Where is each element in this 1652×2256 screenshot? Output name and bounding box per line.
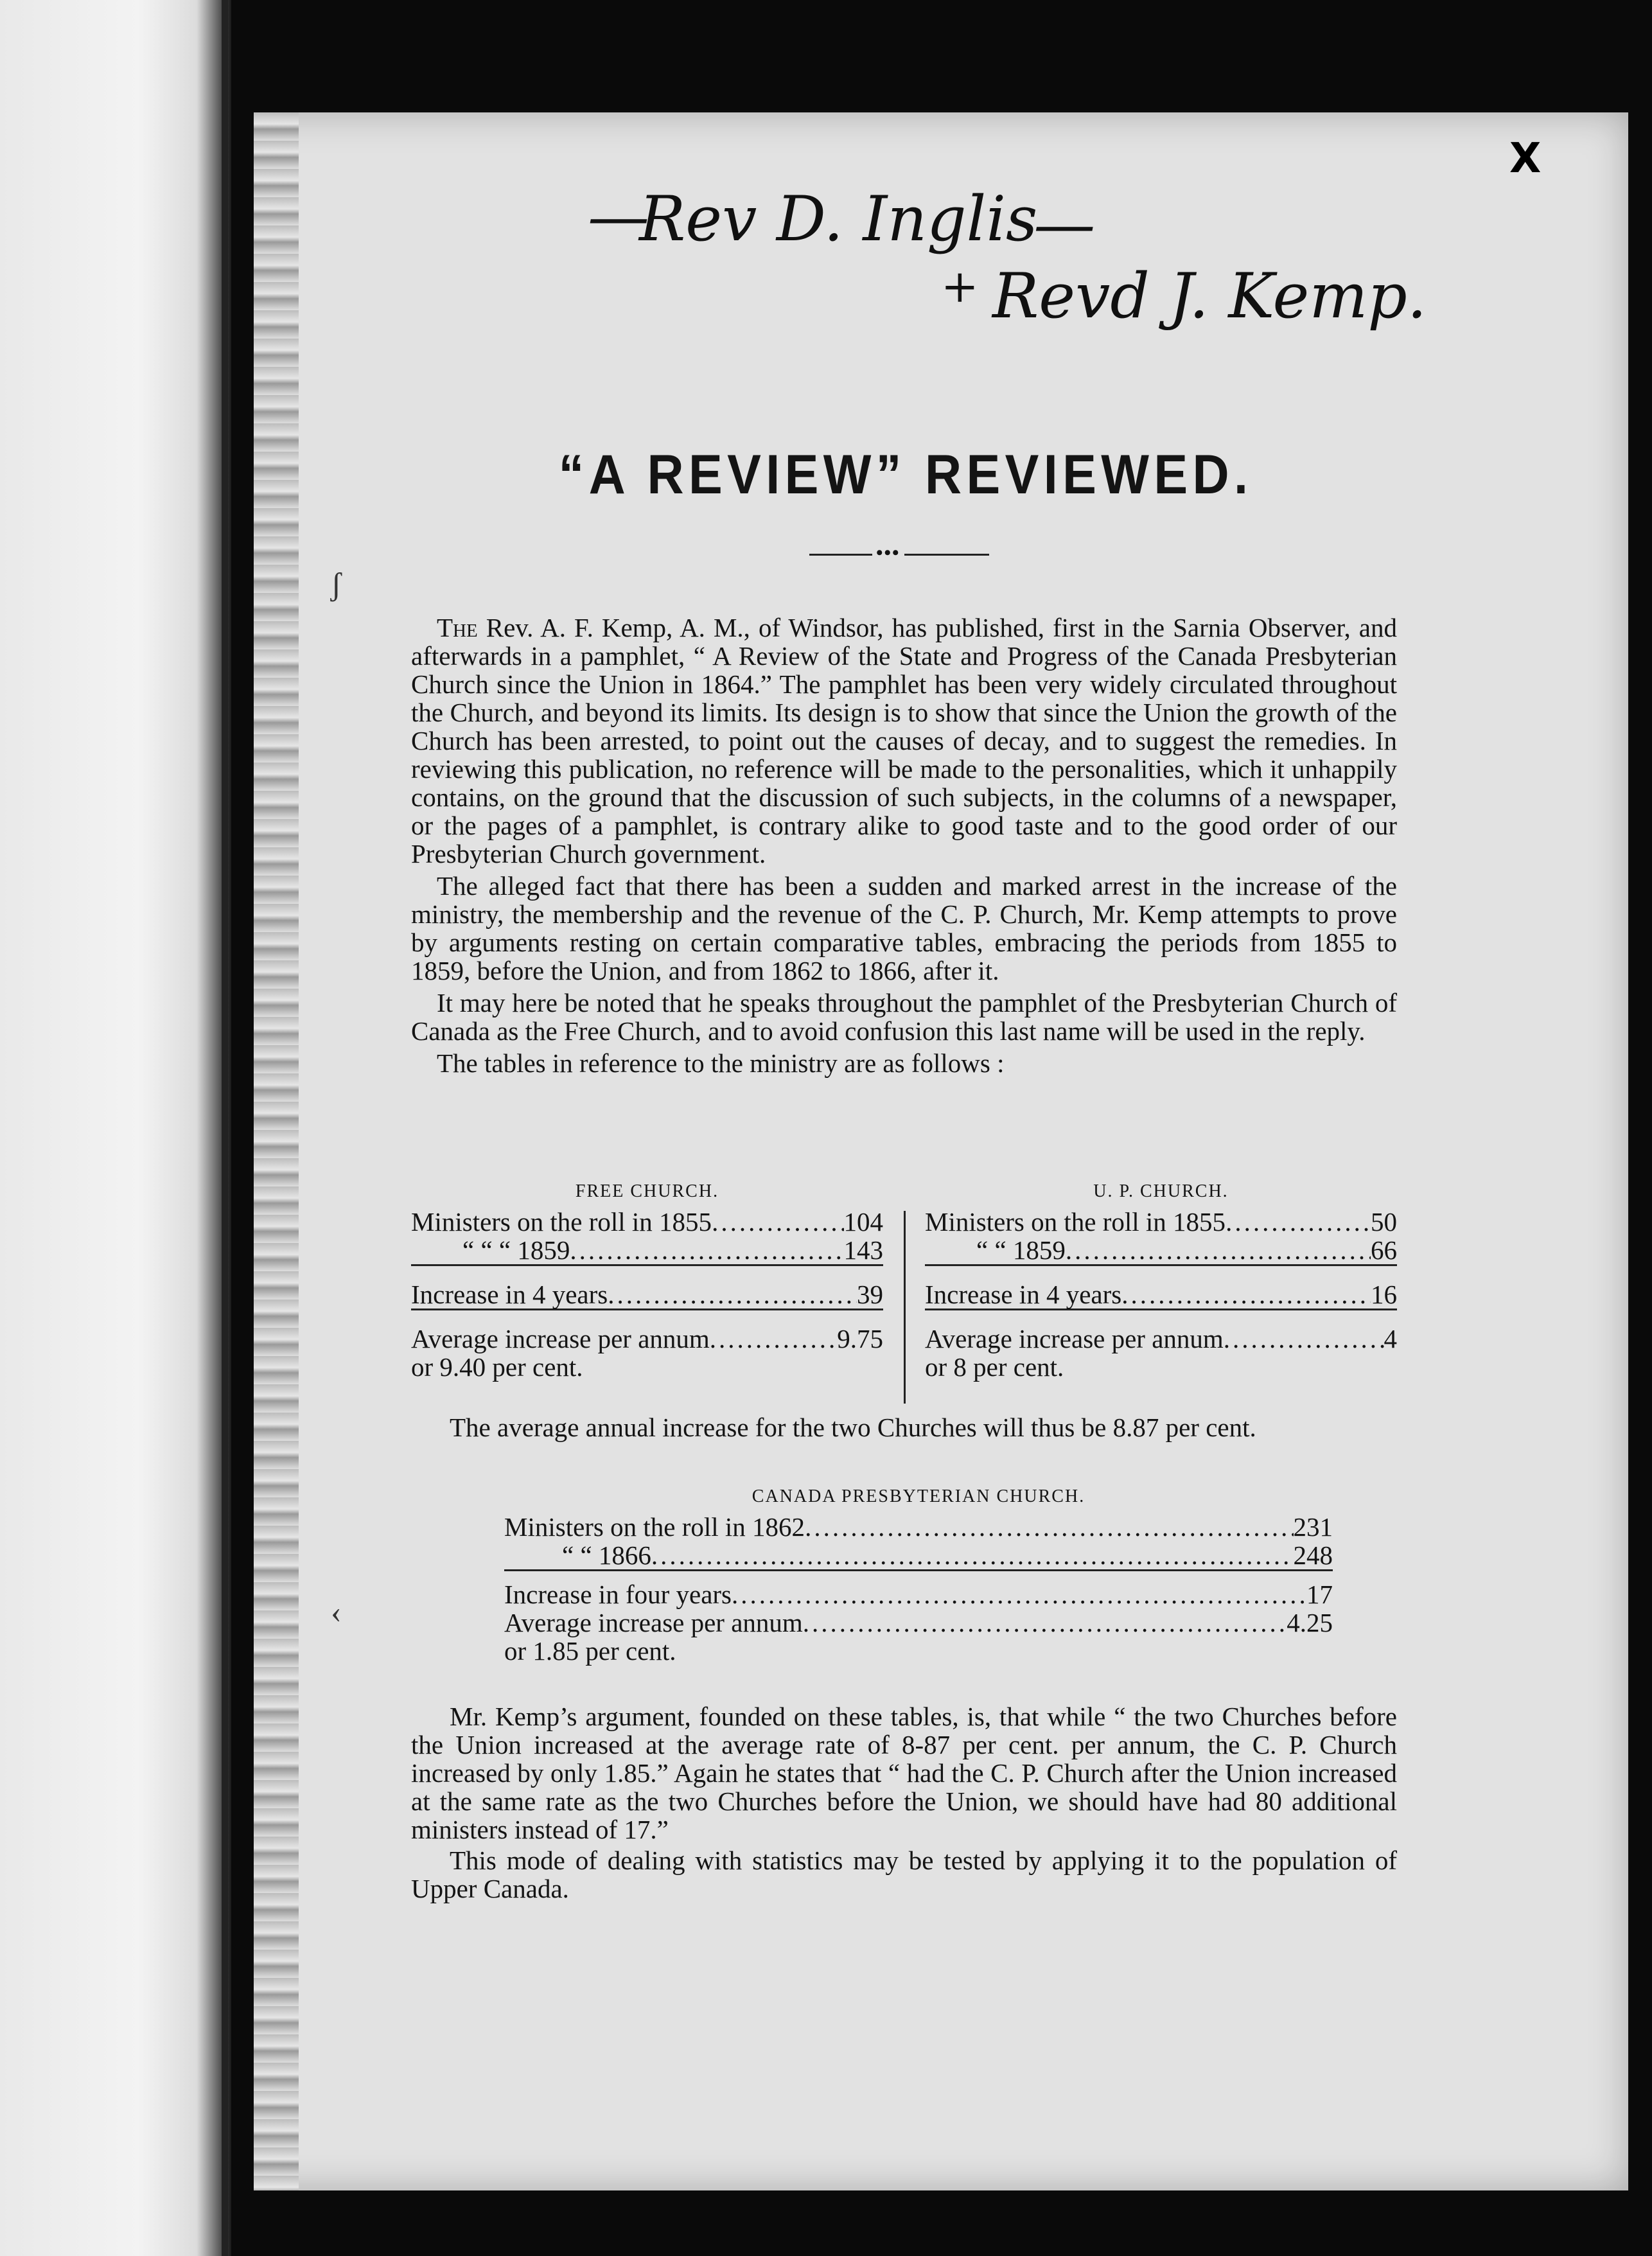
column-divider [904,1211,906,1404]
table-heading: U. P. CHURCH. [1093,1181,1229,1201]
paragraph-text: Rev. A. F. Kemp, A. M., of Windsor, has published, first in the Sarnia Observer, and afterwards in a pamphlet, “ A Review of the State and Progress of the Canada Presbyterian Church since the Union in 1864.” The pamphlet has been very widely circulated throughout the Church, and beyond its limits. Its design is to show that since the Union the growth of the Church has been arrested, to point out the causes of decay, and to suggest the remedies. In reviewing this publication, no reference will be made to the personalities, which it unhappily contains, on the ground that the discussion of such subjects, in the columns of a newspaper, or the pages of a pamphlet, is contrary alike to good taste and to the good order of our Presbyterian Church government. [411,613,1398,868]
handwritten-recipient-2: + Revd J. Kemp. [992,260,1427,332]
handwritten-recipient-1: — Rev D. Inglis — [639,183,1037,255]
table-heading: FREE CHURCH. [575,1181,719,1201]
margin-mark: ʃ [331,566,342,602]
paragraph-3: It may here be noted that he speaks throughout the pamphlet of the Presbyterian Church of Canada as the Free Church, and to avoid confusion this last name will be used in the reply. [411,988,1397,1046]
table-row: “ “ 1866 ..... 248 [504,1541,1333,1571]
table-heading: CANADA PRESBYTERIAN CHURCH. [751,1486,1085,1506]
page-title: “A REVIEW” REVIEWED. [558,444,1253,506]
handwritten-x-mark: X [1509,135,1542,182]
margin-mark: ‹ [331,1594,342,1630]
table-row: or 1.85 per cent. [504,1636,676,1666]
table-row: “ “ “ 1859 ..... 143 [411,1236,883,1266]
table-row: Ministers on the roll in 1855 ..... 104 [411,1208,883,1236]
adjacent-page-edge [0,0,231,2256]
table-row: Increase in four years ..... 17 [504,1580,1333,1608]
table-row: Average increase per annum ..... 9.75 [411,1325,883,1353]
table-row: or 9.40 per cent. [411,1352,583,1382]
title-ornament: ••• [872,542,904,564]
table-row: Ministers on the roll in 1855 ..... 50 [925,1208,1397,1236]
table-row: or 8 per cent. [925,1352,1064,1382]
paragraph-6: This mode of dealing with statistics may be tested by applying it to the population of Upper Canada. [411,1846,1397,1903]
paragraph-5: Mr. Kemp’s argument, founded on these tables, is, that while “ the two Churches before the Union increased at the average rate of 8-87 per cent. per annum, the C. P. Church increased by only 1.85.” Again he states that “ had the C. P. Church after the Union increased at the same rate as the two Churches before the Union, we should have had 80 additional ministers instead of 17.” [411,1702,1397,1844]
paragraph-2: The alleged fact that there has been a sudden and marked arrest in the increase of the ministry, the membership and the revenue of the C. P. Church, Mr. Kemp attempts to prove by arguments resting on certain comparative tables, embracing the periods from 1855 to 1859, before the Union, and from 1862 to 1866, after it. [411,871,1397,985]
ministry-comparison-tables [411,1176,1397,1413]
closing-text [411,1702,1397,1905]
canada-presbyterian-table [504,1481,1333,1665]
paragraph-1 [411,613,1397,868]
table-row: “ “ 1859 ..... 66 [925,1236,1397,1266]
up-church-table [925,1176,1397,1413]
table-row: Average increase per annum ..... 4.25 [504,1608,1333,1637]
free-church-table [411,1176,883,1413]
table-row: Increase in 4 years ..... 16 [925,1280,1397,1310]
lead-word: The [437,613,478,642]
table-row: Average increase per annum ..... 4 [925,1325,1397,1353]
paragraph-4: The tables in reference to the ministry are as follows : [437,1048,1005,1078]
table-row: Increase in 4 years ..... 39 [411,1280,883,1310]
intro-text [411,613,1397,1081]
average-increase-statement: The average annual increase for the two Churches will thus be 8.87 per cent. [450,1413,1256,1442]
binding-spine [254,112,299,2190]
table-row: Ministers on the roll in 1862 ..... 231 [504,1513,1333,1541]
